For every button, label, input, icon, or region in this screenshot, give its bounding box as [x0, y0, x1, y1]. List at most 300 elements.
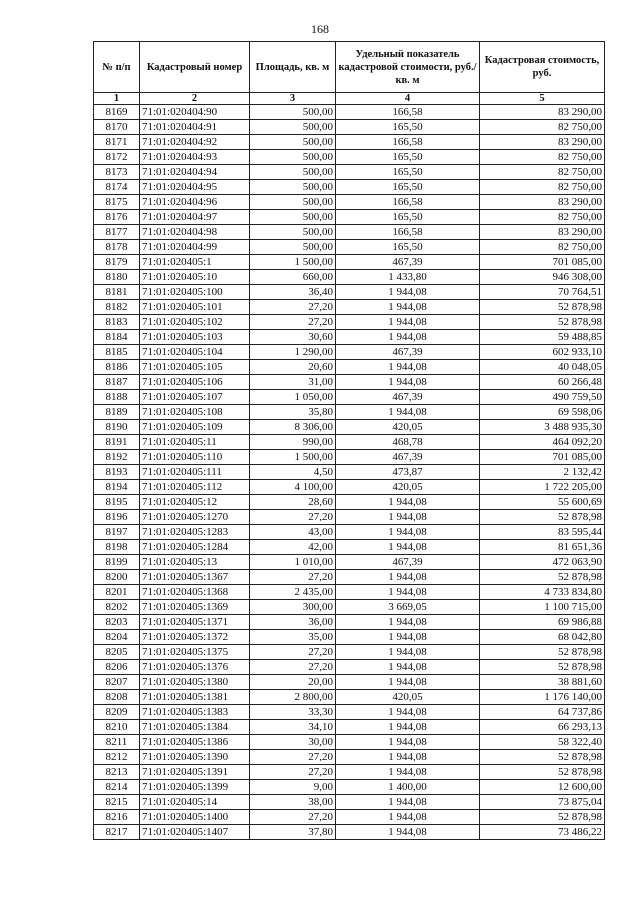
table-row — [94, 285, 605, 300]
table-row — [94, 390, 605, 405]
cadastral-value-cell: 83 290,00 — [480, 135, 605, 150]
table-row — [94, 555, 605, 570]
cadastral-number-cell: 71:01:020405:110 — [140, 450, 250, 465]
cadastral-number-cell: 71:01:020404:93 — [140, 150, 250, 165]
specific-value-cell: 467,39 — [336, 450, 480, 465]
area-cell: 500,00 — [250, 180, 336, 195]
cadastral-number-cell: 71:01:020405:1391 — [140, 765, 250, 780]
area-cell: 34,10 — [250, 720, 336, 735]
cadastral-value-cell: 68 042,80 — [480, 630, 605, 645]
row-number-cell: 8182 — [94, 300, 140, 315]
cadastral-number-cell: 71:01:020405:1400 — [140, 810, 250, 825]
table-row — [94, 405, 605, 420]
cadastral-value-cell: 38 881,60 — [480, 675, 605, 690]
table-row — [94, 585, 605, 600]
cadastral-value-cell: 490 759,50 — [480, 390, 605, 405]
row-number-cell: 8208 — [94, 690, 140, 705]
specific-value-cell: 1 944,08 — [336, 615, 480, 630]
specific-value-cell: 1 944,08 — [336, 675, 480, 690]
table-row — [94, 330, 605, 345]
table-row — [94, 165, 605, 180]
specific-value-cell: 420,05 — [336, 420, 480, 435]
cadastral-number-cell: 71:01:020405:105 — [140, 360, 250, 375]
area-cell: 300,00 — [250, 600, 336, 615]
specific-value-cell: 1 433,80 — [336, 270, 480, 285]
cadastral-number-cell: 71:01:020405:1390 — [140, 750, 250, 765]
cadastral-number-cell: 71:01:020405:1270 — [140, 510, 250, 525]
specific-value-cell: 165,50 — [336, 210, 480, 225]
row-number-cell: 8193 — [94, 465, 140, 480]
area-cell: 500,00 — [250, 240, 336, 255]
area-cell: 27,20 — [250, 645, 336, 660]
row-number-cell: 8206 — [94, 660, 140, 675]
cadastral-value-cell: 60 266,48 — [480, 375, 605, 390]
area-cell: 27,20 — [250, 300, 336, 315]
area-cell: 31,00 — [250, 375, 336, 390]
specific-value-cell: 165,50 — [336, 180, 480, 195]
specific-value-cell: 1 944,08 — [336, 660, 480, 675]
area-cell: 36,40 — [250, 285, 336, 300]
table-row — [94, 180, 605, 195]
table-row — [94, 600, 605, 615]
row-number-cell: 8216 — [94, 810, 140, 825]
table-row — [94, 150, 605, 165]
specific-value-cell: 473,87 — [336, 465, 480, 480]
cadastral-number-cell: 71:01:020405:1283 — [140, 525, 250, 540]
specific-value-cell: 1 944,08 — [336, 330, 480, 345]
cadastral-value-cell: 52 878,98 — [480, 570, 605, 585]
area-cell: 9,00 — [250, 780, 336, 795]
row-number-cell: 8200 — [94, 570, 140, 585]
cadastral-number-cell: 71:01:020405:1380 — [140, 675, 250, 690]
cadastral-value-cell: 1 176 140,00 — [480, 690, 605, 705]
page-number: 168 — [311, 22, 329, 36]
cadastral-value-cell: 52 878,98 — [480, 315, 605, 330]
row-number-cell: 8212 — [94, 750, 140, 765]
row-number-cell: 8197 — [94, 525, 140, 540]
area-cell: 4,50 — [250, 465, 336, 480]
table-row — [94, 780, 605, 795]
row-number-cell: 8204 — [94, 630, 140, 645]
row-number-cell: 8209 — [94, 705, 140, 720]
row-number-cell: 8178 — [94, 240, 140, 255]
area-cell: 1 500,00 — [250, 255, 336, 270]
cadastral-value-cell: 69 598,06 — [480, 405, 605, 420]
cadastral-value-cell: 1 722 205,00 — [480, 480, 605, 495]
area-cell: 27,20 — [250, 510, 336, 525]
cadastral-number-cell: 71:01:020404:91 — [140, 120, 250, 135]
row-number-cell: 8184 — [94, 330, 140, 345]
area-cell: 27,20 — [250, 570, 336, 585]
specific-value-cell: 420,05 — [336, 480, 480, 495]
table-row — [94, 675, 605, 690]
cadastral-number-cell: 71:01:020404:95 — [140, 180, 250, 195]
specific-value-cell: 1 944,08 — [336, 510, 480, 525]
row-number-cell: 8183 — [94, 315, 140, 330]
area-cell: 1 010,00 — [250, 555, 336, 570]
cadastral-value-cell: 83 595,44 — [480, 525, 605, 540]
row-number-cell: 8190 — [94, 420, 140, 435]
specific-value-cell: 1 944,08 — [336, 630, 480, 645]
table-row — [94, 630, 605, 645]
cadastral-number-cell: 71:01:020404:90 — [140, 105, 250, 120]
row-number-cell: 8194 — [94, 480, 140, 495]
cadastral-number-cell: 71:01:020405:11 — [140, 435, 250, 450]
cadastral-number-cell: 71:01:020405:1375 — [140, 645, 250, 660]
row-number-cell: 8169 — [94, 105, 140, 120]
cadastral-value-cell: 66 293,13 — [480, 720, 605, 735]
cadastral-number-cell: 71:01:020405:111 — [140, 465, 250, 480]
cadastral-value-cell: 59 488,85 — [480, 330, 605, 345]
table-row — [94, 480, 605, 495]
specific-value-cell: 165,50 — [336, 240, 480, 255]
area-cell: 1 500,00 — [250, 450, 336, 465]
cadastral-number-cell: 71:01:020404:92 — [140, 135, 250, 150]
row-number-cell: 8198 — [94, 540, 140, 555]
specific-value-cell: 1 944,08 — [336, 315, 480, 330]
area-cell: 990,00 — [250, 435, 336, 450]
area-cell: 500,00 — [250, 165, 336, 180]
specific-value-cell: 166,58 — [336, 195, 480, 210]
cadastral-value-cell: 52 878,98 — [480, 645, 605, 660]
table-row — [94, 645, 605, 660]
row-number-cell: 8170 — [94, 120, 140, 135]
row-number-cell: 8177 — [94, 225, 140, 240]
area-cell: 30,00 — [250, 735, 336, 750]
table-row — [94, 270, 605, 285]
table-row — [94, 525, 605, 540]
area-cell: 36,00 — [250, 615, 336, 630]
specific-value-cell: 1 944,08 — [336, 495, 480, 510]
area-cell: 2 435,00 — [250, 585, 336, 600]
specific-value-cell: 1 944,08 — [336, 300, 480, 315]
table-row — [94, 570, 605, 585]
specific-value-cell: 165,50 — [336, 150, 480, 165]
cadastral-value-cell: 52 878,98 — [480, 660, 605, 675]
specific-value-cell: 467,39 — [336, 255, 480, 270]
table-row — [94, 300, 605, 315]
cadastral-value-cell: 73 875,04 — [480, 795, 605, 810]
column-number: 4 — [336, 93, 480, 105]
cadastral-value-cell: 52 878,98 — [480, 510, 605, 525]
specific-value-cell: 166,58 — [336, 105, 480, 120]
specific-value-cell: 1 944,08 — [336, 825, 480, 840]
cadastral-value-cell: 81 651,36 — [480, 540, 605, 555]
specific-value-cell: 165,50 — [336, 165, 480, 180]
specific-value-cell: 1 944,08 — [336, 570, 480, 585]
header-area: Площадь, кв. м — [250, 42, 336, 93]
area-cell: 660,00 — [250, 270, 336, 285]
cadastral-value-cell: 83 290,00 — [480, 225, 605, 240]
cadastral-value-cell: 82 750,00 — [480, 165, 605, 180]
header-cadastral-value: Кадастровая стоимость, руб. — [480, 42, 605, 93]
row-number-cell: 8181 — [94, 285, 140, 300]
row-number-cell: 8213 — [94, 765, 140, 780]
area-cell: 2 800,00 — [250, 690, 336, 705]
specific-value-cell: 1 944,08 — [336, 645, 480, 660]
cadastral-value-cell: 3 488 935,30 — [480, 420, 605, 435]
row-number-cell: 8195 — [94, 495, 140, 510]
area-cell: 20,00 — [250, 675, 336, 690]
row-number-cell: 8187 — [94, 375, 140, 390]
cadastral-value-cell: 52 878,98 — [480, 810, 605, 825]
specific-value-cell: 1 944,08 — [336, 795, 480, 810]
cadastral-number-cell: 71:01:020405:1372 — [140, 630, 250, 645]
cadastral-number-cell: 71:01:020405:1399 — [140, 780, 250, 795]
header-row-number: № п/п — [94, 42, 140, 93]
row-number-cell: 8174 — [94, 180, 140, 195]
row-number-cell: 8210 — [94, 720, 140, 735]
table-row — [94, 360, 605, 375]
cadastral-value-table — [93, 41, 605, 840]
table-header-row — [94, 42, 605, 93]
column-number-row — [94, 93, 605, 105]
cadastral-value-cell: 69 986,88 — [480, 615, 605, 630]
cadastral-number-cell: 71:01:020405:109 — [140, 420, 250, 435]
column-number: 1 — [94, 93, 140, 105]
specific-value-cell: 467,39 — [336, 555, 480, 570]
table-row — [94, 825, 605, 840]
area-cell: 43,00 — [250, 525, 336, 540]
cadastral-number-cell: 71:01:020405:1368 — [140, 585, 250, 600]
area-cell: 42,00 — [250, 540, 336, 555]
specific-value-cell: 1 944,08 — [336, 525, 480, 540]
specific-value-cell: 1 944,08 — [336, 750, 480, 765]
row-number-cell: 8205 — [94, 645, 140, 660]
cadastral-value-cell: 40 048,05 — [480, 360, 605, 375]
table-row — [94, 315, 605, 330]
table-row — [94, 510, 605, 525]
row-number-cell: 8189 — [94, 405, 140, 420]
cadastral-number-cell: 71:01:020405:12 — [140, 495, 250, 510]
row-number-cell: 8196 — [94, 510, 140, 525]
specific-value-cell: 468,78 — [336, 435, 480, 450]
cadastral-number-cell: 71:01:020405:1 — [140, 255, 250, 270]
row-number-cell: 8172 — [94, 150, 140, 165]
cadastral-value-cell: 64 737,86 — [480, 705, 605, 720]
table-row — [94, 225, 605, 240]
specific-value-cell: 420,05 — [336, 690, 480, 705]
row-number-cell: 8203 — [94, 615, 140, 630]
cadastral-number-cell: 71:01:020405:112 — [140, 480, 250, 495]
area-cell: 27,20 — [250, 660, 336, 675]
cadastral-number-cell: 71:01:020405:106 — [140, 375, 250, 390]
cadastral-number-cell: 71:01:020405:108 — [140, 405, 250, 420]
area-cell: 4 100,00 — [250, 480, 336, 495]
area-cell: 500,00 — [250, 120, 336, 135]
area-cell: 20,60 — [250, 360, 336, 375]
row-number-cell: 8215 — [94, 795, 140, 810]
area-cell: 33,30 — [250, 705, 336, 720]
cadastral-number-cell: 71:01:020405:1381 — [140, 690, 250, 705]
row-number-cell: 8211 — [94, 735, 140, 750]
table-row — [94, 705, 605, 720]
table-row — [94, 720, 605, 735]
table-row — [94, 495, 605, 510]
area-cell: 27,20 — [250, 315, 336, 330]
table-row — [94, 690, 605, 705]
table-row — [94, 375, 605, 390]
row-number-cell: 8188 — [94, 390, 140, 405]
row-number-cell: 8171 — [94, 135, 140, 150]
header-specific-value: Удельный показатель кадастровой стоимости, руб./кв. м — [336, 42, 480, 93]
cadastral-value-cell: 472 063,90 — [480, 555, 605, 570]
row-number-cell: 8201 — [94, 585, 140, 600]
cadastral-value-cell: 946 308,00 — [480, 270, 605, 285]
table-row — [94, 255, 605, 270]
row-number-cell: 8186 — [94, 360, 140, 375]
table-row — [94, 615, 605, 630]
table-body — [94, 105, 605, 840]
row-number-cell: 8185 — [94, 345, 140, 360]
area-cell: 28,60 — [250, 495, 336, 510]
cadastral-number-cell: 71:01:020405:103 — [140, 330, 250, 345]
cadastral-number-cell: 71:01:020404:94 — [140, 165, 250, 180]
cadastral-value-cell: 464 092,20 — [480, 435, 605, 450]
cadastral-number-cell: 71:01:020405:1407 — [140, 825, 250, 840]
table-row — [94, 210, 605, 225]
row-number-cell: 8199 — [94, 555, 140, 570]
area-cell: 35,00 — [250, 630, 336, 645]
table-row — [94, 810, 605, 825]
specific-value-cell: 166,58 — [336, 135, 480, 150]
cadastral-value-cell: 58 322,40 — [480, 735, 605, 750]
cadastral-value-cell: 82 750,00 — [480, 210, 605, 225]
row-number-cell: 8179 — [94, 255, 140, 270]
specific-value-cell: 166,58 — [336, 225, 480, 240]
cadastral-value-cell: 4 733 834,80 — [480, 585, 605, 600]
row-number-cell: 8175 — [94, 195, 140, 210]
row-number-cell: 8214 — [94, 780, 140, 795]
cadastral-value-cell: 73 486,22 — [480, 825, 605, 840]
table-row — [94, 345, 605, 360]
specific-value-cell: 467,39 — [336, 345, 480, 360]
table-row — [94, 435, 605, 450]
cadastral-number-cell: 71:01:020405:10 — [140, 270, 250, 285]
specific-value-cell: 1 944,08 — [336, 585, 480, 600]
row-number-cell: 8207 — [94, 675, 140, 690]
cadastral-value-cell: 83 290,00 — [480, 105, 605, 120]
specific-value-cell: 1 944,08 — [336, 765, 480, 780]
row-number-cell: 8173 — [94, 165, 140, 180]
cadastral-number-cell: 71:01:020405:13 — [140, 555, 250, 570]
area-cell: 27,20 — [250, 810, 336, 825]
table-row — [94, 465, 605, 480]
cadastral-value-cell: 2 132,42 — [480, 465, 605, 480]
area-cell: 8 306,00 — [250, 420, 336, 435]
row-number-cell: 8191 — [94, 435, 140, 450]
specific-value-cell: 1 944,08 — [336, 360, 480, 375]
table-row — [94, 240, 605, 255]
table-row — [94, 795, 605, 810]
cadastral-value-cell: 82 750,00 — [480, 120, 605, 135]
area-cell: 500,00 — [250, 135, 336, 150]
cadastral-number-cell: 71:01:020405:1284 — [140, 540, 250, 555]
cadastral-value-cell: 701 085,00 — [480, 255, 605, 270]
specific-value-cell: 3 669,05 — [336, 600, 480, 615]
specific-value-cell: 1 944,08 — [336, 375, 480, 390]
area-cell: 38,00 — [250, 795, 336, 810]
area-cell: 500,00 — [250, 150, 336, 165]
cadastral-number-cell: 71:01:020405:1367 — [140, 570, 250, 585]
specific-value-cell: 1 944,08 — [336, 285, 480, 300]
cadastral-value-cell: 52 878,98 — [480, 765, 605, 780]
cadastral-value-cell: 55 600,69 — [480, 495, 605, 510]
cadastral-value-cell: 82 750,00 — [480, 180, 605, 195]
area-cell: 1 290,00 — [250, 345, 336, 360]
cadastral-value-cell: 82 750,00 — [480, 150, 605, 165]
specific-value-cell: 1 944,08 — [336, 705, 480, 720]
cadastral-number-cell: 71:01:020404:99 — [140, 240, 250, 255]
table-row — [94, 135, 605, 150]
cadastral-value-cell: 70 764,51 — [480, 285, 605, 300]
table-row — [94, 450, 605, 465]
area-cell: 30,60 — [250, 330, 336, 345]
cadastral-number-cell: 71:01:020404:96 — [140, 195, 250, 210]
cadastral-number-cell: 71:01:020405:1383 — [140, 705, 250, 720]
cadastral-number-cell: 71:01:020405:1371 — [140, 615, 250, 630]
header-cadastral-number: Кадастровый номер — [140, 42, 250, 93]
cadastral-value-cell: 12 600,00 — [480, 780, 605, 795]
specific-value-cell: 165,50 — [336, 120, 480, 135]
cadastral-number-cell: 71:01:020405:101 — [140, 300, 250, 315]
cadastral-value-cell: 52 878,98 — [480, 750, 605, 765]
area-cell: 500,00 — [250, 210, 336, 225]
table-row — [94, 765, 605, 780]
cadastral-number-cell: 71:01:020404:98 — [140, 225, 250, 240]
cadastral-number-cell: 71:01:020405:100 — [140, 285, 250, 300]
cadastral-value-cell: 1 100 715,00 — [480, 600, 605, 615]
table-row — [94, 540, 605, 555]
specific-value-cell: 1 944,08 — [336, 720, 480, 735]
row-number-cell: 8176 — [94, 210, 140, 225]
specific-value-cell: 1 944,08 — [336, 405, 480, 420]
table-row — [94, 105, 605, 120]
table-row — [94, 660, 605, 675]
specific-value-cell: 1 944,08 — [336, 735, 480, 750]
row-number-cell: 8192 — [94, 450, 140, 465]
area-cell: 37,80 — [250, 825, 336, 840]
cadastral-value-cell: 83 290,00 — [480, 195, 605, 210]
cadastral-number-cell: 71:01:020405:102 — [140, 315, 250, 330]
area-cell: 500,00 — [250, 225, 336, 240]
cadastral-value-cell: 701 085,00 — [480, 450, 605, 465]
cadastral-number-cell: 71:01:020405:14 — [140, 795, 250, 810]
table-row — [94, 195, 605, 210]
row-number-cell: 8180 — [94, 270, 140, 285]
cadastral-value-cell: 82 750,00 — [480, 240, 605, 255]
column-number: 2 — [140, 93, 250, 105]
area-cell: 35,80 — [250, 405, 336, 420]
cadastral-number-cell: 71:01:020405:107 — [140, 390, 250, 405]
area-cell: 1 050,00 — [250, 390, 336, 405]
cadastral-value-cell: 52 878,98 — [480, 300, 605, 315]
table-row — [94, 735, 605, 750]
column-number: 3 — [250, 93, 336, 105]
area-cell: 500,00 — [250, 105, 336, 120]
table-row — [94, 120, 605, 135]
cadastral-number-cell: 71:01:020404:97 — [140, 210, 250, 225]
area-cell: 27,20 — [250, 765, 336, 780]
specific-value-cell: 1 400,00 — [336, 780, 480, 795]
table-row — [94, 750, 605, 765]
cadastral-number-cell: 71:01:020405:1369 — [140, 600, 250, 615]
cadastral-value-cell: 602 933,10 — [480, 345, 605, 360]
cadastral-number-cell: 71:01:020405:1376 — [140, 660, 250, 675]
specific-value-cell: 1 944,08 — [336, 540, 480, 555]
area-cell: 27,20 — [250, 750, 336, 765]
row-number-cell: 8202 — [94, 600, 140, 615]
